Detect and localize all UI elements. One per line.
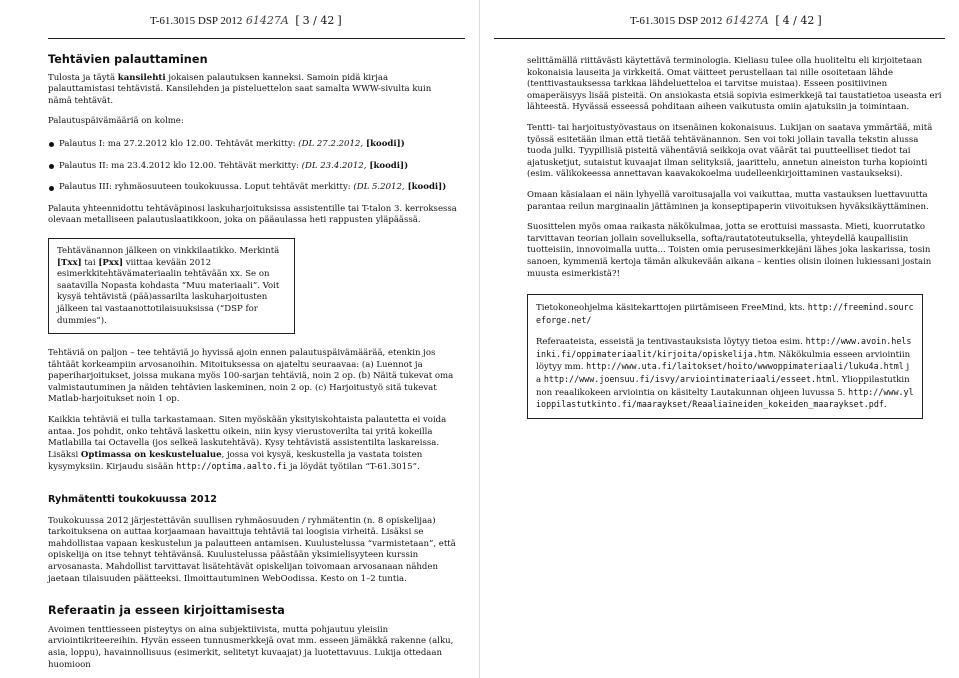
url-text[interactable]: http://www.uta.fi/laitokset/hoito/wwwoppimateriaali/luku4a.html xyxy=(586,361,904,372)
exam-answer-paragraph: Tentti- tai harjoitustyövastaus on itsenäinen kokonaisuus. Lukijan on saatava ymmärtää, mitä työssä esitetään ilman että tietää tehtävänannon. Sen voi toki jollain tavalla tekstin alussa tuoda julki. Tyypillisiä pisteitä vähentäviä seikkoja ovat väärät tai puutteelliset tiedot tai ajatusketjut, sutaistut kuvaajat ilman selityksiä, jaarittelu, annetun aineiston turha kopiointi (esim. välikokeessa annettavan kaavakokoelma uudelleenkirjoittaminen vastaukseksi). xyxy=(527,122,933,180)
text-run: . xyxy=(883,400,887,411)
essay-paragraph: Avoimen tenttiesseen pisteytys on aina subjektiivista, mutta pohjautuu yleisiin arviointikriteereihin. Hyvän esseen tunnusmerkkejä ovat mm. esseen jämäkkä rakenne (alku, asia, loppu), havainnollisuus (esimerkit, selitetyt kuvaajat) ja luotettavuus. Lukija ottedaan huomioon xyxy=(48,624,454,670)
group-exam-paragraph: Toukokuussa 2012 järjestettävän suullisen ryhmäosuuden / ryhmätentin (n. 8 opiskelijaa) tarkoituksena on auttaa korjaamaan havaittuja tehtäviä tai loogisia virheitä. Lisäksi se mahdollistaa vapaan keskustelun ja palautteen antamisen. Kuulustelussa “varmistetaan”, että opiskelija on itse tehnyt tehtävänsä. Kuulustelussa päästään yksimielisyyteen kurssin arvosanasta. Mahdollist tarvittavat lisätehtävät opiskelijan toivomaan arvosanaan nähden jaetaan tilaisuuden päätteeksi. Ilmoittautuminen WebOodissa. Kesto on 1–2 tuntia. xyxy=(48,515,456,584)
right-content xyxy=(527,56,945,419)
page-number: 4 / 42 xyxy=(782,14,815,27)
page-header: T-61.3015 DSP 2012 61427A [ 3 / 42 ] xyxy=(150,14,342,27)
essay-continued-paragraph: selittämällä riittävästi käytettävä terminologia. Kieliasu tulee olla huoliteltu eli kirjoitetaan kokonaisia lauseita ja virkkeitä. Omat väitteet perustellaan tai nille osoitetaan lähde (tenttivastauksessa tarkkaa lähdeluetteloa ei tarvitse muistaa). Esseen positiivinen omaperäisyys lisää pisteitä. On ansiokasta etsiä sopivia esimerkkejä tai taustatietoa useasta eri lähteestä. Hyvässä esseessä pohditaan aiheen vaikutusta omiin ajatuksiin ja toimintaan. xyxy=(527,56,942,113)
code-tag: [koodi]) xyxy=(363,138,405,149)
left-content xyxy=(48,42,457,671)
page-header-right: T-61.3015 DSP 2012 61427A [ 4 / 42 ] xyxy=(630,14,822,27)
deadline-text: Palautus I: ma 27.2.2012 klo 12.00. Tehtävät merkitty: xyxy=(59,138,299,149)
deadline-tag: (DL 27.2.2012, xyxy=(298,138,364,149)
resources-box xyxy=(527,294,923,419)
page-number: 3 / 42 xyxy=(302,14,335,27)
url-text[interactable]: http://www.ylioppilastutkinto.fi/maaraykset/Reaaliaineiden_kokeiden_maaraykset.pdf xyxy=(536,386,914,410)
viewpoint-paragraph: Suosittelen myös omaa raikasta näkökulmaa, jotta se erottuisi massasta. Mieti, kuorrutatko tarvittavan teorian jollain sovelluksella, softa/rautatoteutuksella, yhteydellä kaupallisiin tuotteisiin, innovoimalla uutta... Toisten omia perusesimerkkejäni lähes joka laskarissa, tosin sanoen, kymmeniä kertoja tämän alkukevään aikana – kenties olisin iloinen lukiessani jostain muusta esimerkistä?! xyxy=(527,222,932,279)
text-run: Kaikkia tehtäviä ei tulla tarkastamaan. Siten myöskään yksityiskohtaista palautetta ei voida antaa. Jos pohdit, onko tehtävä laskettu oikein, niin kysy vierustoverilta tai yritä kokeilla Matlabilla tai Octavella (jos selkeä laskutehtävä). Kysy tehtävistä assistentilta laskareissa. Lisäksi xyxy=(48,415,447,460)
page-left xyxy=(0,0,479,678)
feedback-paragraph xyxy=(48,415,457,474)
deadline-tag: (DL 5.2012, xyxy=(353,182,405,193)
section-title: Tehtävien palauttaminen xyxy=(48,53,208,66)
header-date: 61427A xyxy=(245,14,289,27)
deadline-text: Palautus III: ryhmäosuuteen toukokuussa. Loput tehtävät merkitty: xyxy=(59,182,354,193)
hint-box xyxy=(48,238,295,334)
resource-paragraph xyxy=(536,336,914,412)
course-code: T-61.3015 DSP 2012 xyxy=(150,15,243,27)
code-tag: [koodi]) xyxy=(366,160,409,171)
text-run: viittaa kevään 2012 esimerkkitehtävämateriaalin tehtävään xx. Se on saatavilla Nopasta kohdasta “Muu materiaali”. Voit kysyä tehtävistä (pää)assarilta laskuharjoitusten jälkeen tai vastaanottotilaisuuksissa (“DSP for dummies”). xyxy=(57,257,280,326)
deadline-text: Palautus II: ma 23.4.2012 klo 12.00. Tehtävät merkitty: xyxy=(59,160,302,171)
dates-intro: Palautuspäivämääriä on kolme: xyxy=(48,116,184,127)
essay-section-title: Referaatin ja esseen kirjoittamisesta xyxy=(48,604,285,618)
header-date: 61427A xyxy=(725,14,769,27)
deadline-list xyxy=(48,139,457,194)
course-code: T-61.3015 DSP 2012 xyxy=(630,15,723,27)
text-run: . Ylioppilastutkinnon reaalikokeen arviointia on käsitelty Lautakunnan ohjeen luvussa 5. xyxy=(536,375,910,398)
deadline-item xyxy=(48,182,457,194)
text-run: Tietokoneohjelma käsitekarttojen piirtämiseen FreeMind, kts. xyxy=(536,303,808,314)
url-text[interactable]: http://optima.aalto.fi xyxy=(176,461,288,472)
workload-paragraph: Tehtäviä on paljon – tee tehtäviä jo hyvissä ajoin ennen palautuspäivämäärää, etenkin jos tähtäät korkeampiin arvosanoihin. Mitoituksessa on ajateltu seuraavaa: (a) Luennot ja paperiharjoitukset, joissa mukana myös 100-sarjan tehtäviä, noin 2 op. (b) Näitä tukevat oma valmistautuminen ja näiden tehtävien laskeminen, noin 2 op. (c) Harjoitustyö sitä tukevat Matlab-harjoitukset noin 1 op. xyxy=(48,348,454,405)
handwriting-paragraph: Omaan käsialaan ei näin lyhyellä varoitusajalla voi vaikuttaa, mutta vastauksen luettavuutta parantaa reilun marginaalin jättäminen ja konseptipaperin viivoituksen hyväksikäyttäminen. xyxy=(527,189,929,212)
group-exam-title: Ryhmätentti toukokuussa 2012 xyxy=(48,494,217,506)
code-tag: [koodi]) xyxy=(404,182,447,193)
header-rule xyxy=(494,38,945,39)
bold-text: Optimassa on keskustelualue xyxy=(80,449,222,460)
text-run: , jossa voi kysyä, keskustella ja vastata toisten kysymyksiin. Kirjaudu sisään xyxy=(48,449,423,473)
text-run: Tehtävänannon jälkeen on vinkkilaatikko. Merkintä xyxy=(57,245,280,256)
return-paragraph: Palauta yhteennidottu tehtäväpinosi laskuharjoituksissa assistentille tai T-talon 3. kerroksessa olevaan metalliseen palautuslaatikkoon, joka on pääaulassa heti rappusten yläpäässä. xyxy=(48,203,457,226)
deadline-tag: (DL 23.4.2012, xyxy=(301,160,367,171)
text-run: tai xyxy=(81,257,99,268)
intro-paragraph xyxy=(48,73,457,108)
resource-paragraph xyxy=(536,302,914,327)
text-run: Tulosta ja täytä xyxy=(48,72,118,83)
url-text[interactable]: http://freemind.sourceforge.net/ xyxy=(536,302,914,325)
deadline-item xyxy=(48,139,457,151)
text-run: Referaateista, esseistä ja tentivastauksista löytyy tietoa esim. xyxy=(536,337,806,348)
header-rule xyxy=(48,38,465,39)
bold-text: [Pxx] xyxy=(98,257,124,268)
bold-text: kansilehti xyxy=(117,72,166,83)
text-run: . Näkökulmia esseen arviointiin löytyy mm. xyxy=(536,349,911,373)
url-text[interactable]: http://www.joensuu.fi/isvy/arviointimateriaali/esseet.html xyxy=(543,374,837,385)
text-run: ja xyxy=(536,362,910,386)
deadline-item xyxy=(48,161,457,173)
url-text[interactable]: http://www.avoin.helsinki.fi/oppimateriaalit/kirjoita/opiskelija.htm xyxy=(536,336,912,359)
text-run: ja löydät työtilan “T-61.3015”. xyxy=(287,462,420,473)
bold-text: [Txx] xyxy=(57,257,82,268)
text-run: jokaisen palautuksen kanneksi. Samoin pidä kirjaa palauttamistasi tehtävistä. Kansilehden ja pisteluettelon saat samalta WWW-sivulta kuin nämä tehtävät. xyxy=(48,72,432,106)
